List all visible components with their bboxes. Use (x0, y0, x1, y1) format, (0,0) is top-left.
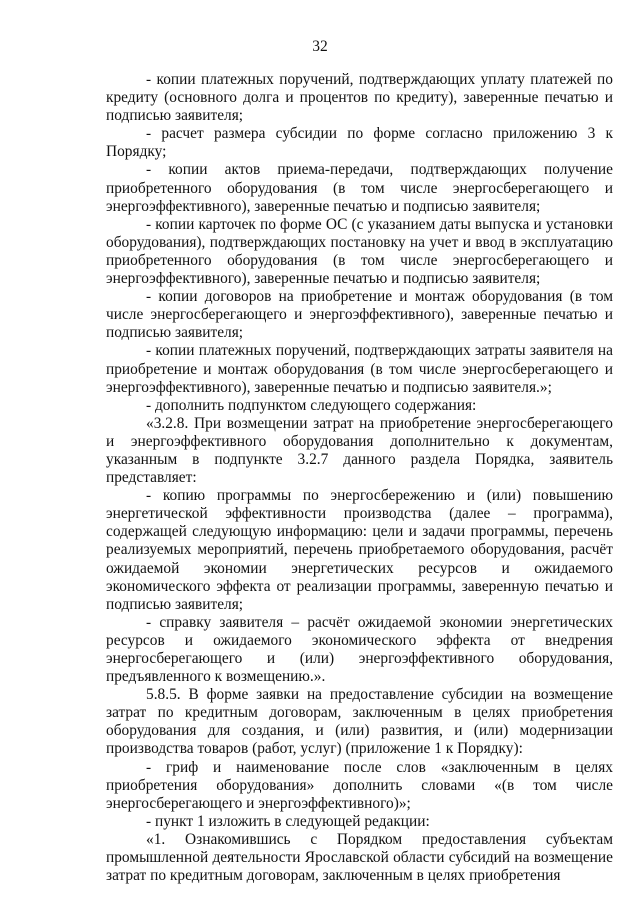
paragraph-applicant-certificate: - справку заявителя – расчёт ожидаемой экономии энергетических ресурсов и ожидаемого экономического эффекта от внедрения энергосберегающего и (или) энергоэффективного оборудования, предъявленного к возмещению.». (106, 613, 613, 686)
paragraph-expense-orders: - копии платежных поручений, подтверждающих затраты заявителя на приобретение и монтаж оборудования (в том числе энергосберегающего и энергоэффективного), заверенные печатью и подписью заявителя.»; (106, 342, 613, 396)
document-body (106, 71, 613, 885)
paragraph-purchase-contracts: - копии договоров на приобретение и монтаж оборудования (в том числе энергосберегающего и энергоэффективного), заверенные печатью и подписью заявителя; (106, 288, 613, 342)
paragraph-heading-amendment: - гриф и наименование после слов «заключенным в целях приобретения оборудования» дополнить словами «(в том числе энергосберегающего и энергоэффективного)»; (106, 758, 613, 812)
paragraph-item-1-text: «1. Ознакомившись с Порядком предоставления субъектам промышленной деятельности Ярославской области субсидий на возмещение затрат по кредитным договорам, заключенным в целях приобретения (106, 830, 613, 885)
paragraph-transfer-acts: - копии актов приема-передачи, подтверждающих получение приобретенного оборудования (в том числе энергосберегающего и энергоэффективного), заверенные печатью и подписью заявителя; (106, 161, 613, 215)
paragraph-os-cards: - копии карточек по форме ОС (с указанием даты выпуска и установки оборудования), подтверждающих постановку на учет и ввод в эксплуатацию приобретенного оборудования (в том числе энергосберегающего и энергоэффективного), заверенные печатью и подписью заявителя; (106, 215, 613, 288)
page-number: 32 (312, 38, 328, 55)
paragraph-item-1-redaction: - пункт 1 изложить в следующей редакции: (146, 812, 430, 830)
paragraph-clause-5-8-5: 5.8.5. В форме заявки на предоставление субсидии на возмещение затрат по кредитным договорам, заключенным в целях приобретения оборудования для создания, и (или) развития, и (или) модернизации производства товаров (работ, услуг) (приложение 1 к Порядку): (106, 686, 613, 758)
paragraph-add-subclause: - дополнить подпунктом следующего содержания: (146, 396, 477, 414)
paragraph-clause-3-2-8: «3.2.8. При возмещении затрат на приобретение энергосберегающего и энергоэффективного оборудования дополнительно к документам, указанным в подпункте 3.2.7 данного раздела Порядка, заявитель представляет: (106, 414, 613, 487)
paragraph-subsidy-calc: - расчет размера субсидии по форме согласно приложению 3 к Порядку; (106, 125, 613, 161)
paragraph-program-copy: - копию программы по энергосбережению и (или) повышению энергетической эффективности производства (далее – программа), содержащей следующую информацию: цели и задачи программы, перечень реализуемых мероприятий, перечень приобретаемого оборудования, расчёт ожидаемой экономии энергетических ресурсов и ожидаемого экономического эффекта от реализации программы, заверенную печатью и подписью заявителя; (106, 487, 613, 613)
paragraph-payment-orders: - копии платежных поручений, подтверждающих уплату платежей по кредиту (основного долга и процентов по кредиту), заверенные печатью и подписью заявителя; (106, 71, 613, 125)
